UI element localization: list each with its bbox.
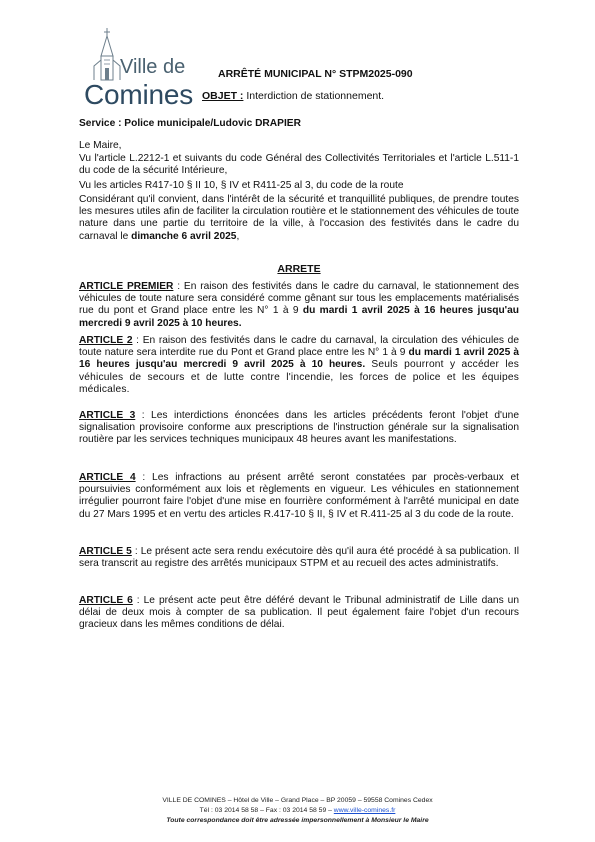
article-note: Seuls pourront y accéder les véhicules de secours et de lutte contre l'incendie, les forces de police et les équipes médicales.: [79, 359, 519, 395]
vu-paragraph-2: Vu les articles R417-10 § II 10, § IV et R411-25 al 3, du code de la route: [79, 180, 404, 191]
article-premier: [79, 281, 519, 330]
article-label: ARTICLE 6: [79, 595, 133, 606]
decree-object: [202, 90, 384, 102]
decree-title: ARRÊTÉ MUNICIPAL N° STPM2025-090: [218, 68, 413, 80]
article-3: [79, 410, 519, 447]
page-footer: [60, 796, 535, 826]
church-icon: [90, 26, 124, 82]
article-6: [79, 595, 519, 632]
considerant-end: ,: [236, 230, 240, 242]
article-label: ARTICLE 3: [79, 410, 136, 421]
considerant-text: Considérant qu'il convient, dans l'intérêt de la sécurité et tranquillité publiques, de prendre toutes les mesures utiles afin de faciliter la circulation routière et le stationnement des véhicules de toute nature dans une partie du territoire de la ville, à l'occasion des festivités dans le cadre du carnaval le: [79, 194, 519, 242]
article-4: [79, 472, 519, 521]
object-label: OBJET :: [202, 90, 244, 102]
article-text: : Les infractions au présent arrêté seront constatées par procès-verbaux et poursuivies conformément aux lois et règlements en vigueur. Les véhicules en stationnement irrégulier pourront faire l'objet d'une mise en fourrière conformément à l'arrêté municipal en date du 27 Mars 1995 et en vertu des articles R.417-10 § II, § IV et R.411-25 al 3 du code de la route.: [79, 472, 520, 520]
le-maire: Le Maire,: [79, 140, 122, 151]
article-text: : En raison des festivités dans le cadre du carnaval, la circulation des véhicules de toute nature sera interdite rue du Pont et Grand place entre les N° 1 à 9: [79, 335, 520, 359]
website-link[interactable]: www.ville-comines.fr: [333, 807, 396, 814]
logo-comines-text: Comines: [84, 79, 194, 110]
logo-ville-text: Ville de: [120, 56, 186, 78]
article-2: [79, 335, 519, 396]
article-label: ARTICLE 2: [79, 335, 133, 346]
vu-paragraph-1: Vu l'article L.2212-1 et suivants du code Général des Collectivités Territoriales et l'article L.511-1 du code de la sécurité Intérieure,: [79, 153, 519, 177]
considerant-date: dimanche 6 avril 2025: [131, 230, 237, 242]
city-logo: [84, 26, 196, 110]
footer-correspondence-note: Toute correspondance doit être adressée impersonnellement à Monsieur le Maire: [166, 817, 429, 824]
article-text: : En raison des festivités dans le cadre du carnaval, le stationnement des véhicules de toute nature sera considéré comme gênant sur tous les emplacements matérialisés rue du pont et Grand place entre les N° 1 à 9: [79, 281, 519, 317]
arrete-heading: ARRETE: [277, 263, 321, 275]
footer-contact: [60, 806, 535, 816]
article-bold-text: du mardi 1 avril 2025 à 16 heures jusqu'au mercredi 9 avril 2025 à 10 heures.: [79, 347, 519, 371]
article-label: ARTICLE 5: [79, 546, 132, 557]
article-label: ARTICLE PREMIER: [79, 281, 174, 292]
article-text: : Les interdictions énoncées dans les articles précédents feront l'objet d'une signalisation provisoire conforme aux prescriptions de l'instruction générale sur la signalisation routière par les services techniques municipaux 48 heures avant les manifestations.: [79, 410, 519, 446]
object-text: Interdiction de stationnement.: [243, 90, 385, 102]
considerant-paragraph: [79, 194, 519, 243]
footer-phone-fax: Tél : 03 2014 58 58 – Fax : 03 2014 58 59 –: [199, 807, 334, 814]
article-label: ARTICLE 4: [79, 472, 136, 483]
article-text: : Le présent acte sera rendu exécutoire dès qu'il aura été procédé à sa publication. Il sera transcrit au registre des arrêtés municipaux STPM et au recueil des actes administratifs.: [79, 546, 519, 570]
article-text: : Le présent acte peut être déféré devant le Tribunal administratif de Lille dans un délai de deux mois à compter de sa publication. Il peut également faire l'objet d'un recours gracieux dans les mêmes conditions de délai.: [79, 595, 519, 631]
article-5: [79, 546, 519, 570]
footer-address: VILLE DE COMINES – Hôtel de Ville – Grand Place – BP 20059 – 59558 Comines Cedex: [162, 797, 433, 804]
article-bold-text: du mardi 1 avril 2025 à 16 heures jusqu'au mercredi 9 avril 2025 à 10 heures.: [79, 305, 519, 329]
service-line: Service : Police municipale/Ludovic DRAPIER: [79, 118, 301, 129]
